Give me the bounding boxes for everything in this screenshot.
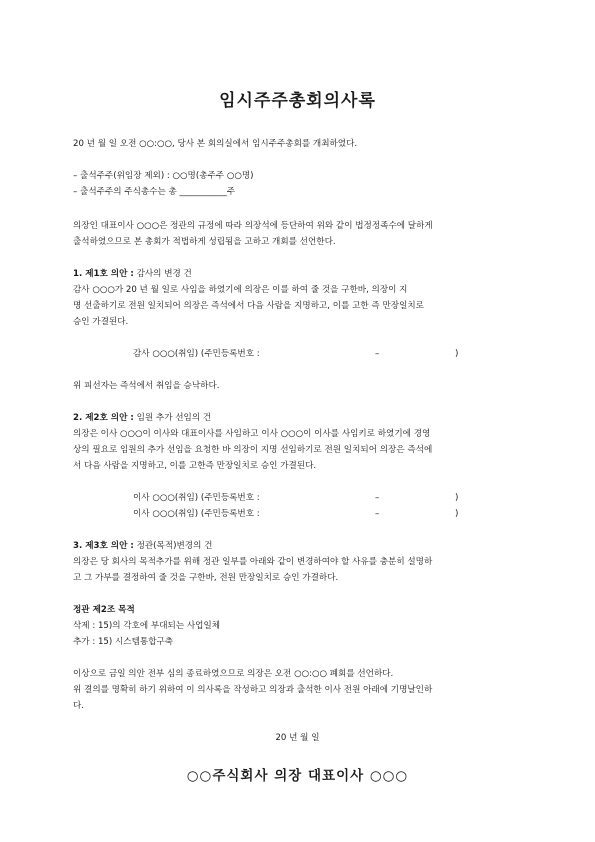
agenda3-heading xyxy=(73,540,533,552)
agenda1-heading-number: 1. 제1호 의안 : xyxy=(73,269,134,279)
appointee-label: 이사 ○○○(취임) (주민등록번호 : xyxy=(133,493,260,503)
conclusion-line-1: 이상으로 금일 의안 전부 심의 종료하였으므로 의장은 오전 ○○:○○ 폐회를 선언하다. xyxy=(73,669,394,679)
agenda2-body-line-3: 서 다음 사람을 지명하고, 이를 고한즉 만장일치로 승인 가결된다. xyxy=(73,461,317,471)
appointee-dash: – xyxy=(375,349,380,359)
opening-line-2: 출석하였으므로 본 총회가 적법하게 성립됨을 고하고 개회를 선언한다. xyxy=(73,237,336,247)
agenda1-heading-title: 감사의 변경 건 xyxy=(133,269,192,279)
agenda1-body-line-2: 명 선출하기로 전원 일치되어 의장은 즉석에서 다음 사람을 지명하고, 이를 고한 즉 만장일치로 xyxy=(73,301,424,311)
date-line: 20 년 월 일 xyxy=(275,733,320,743)
agenda1-body-line-3: 승인 가결된다. xyxy=(73,317,129,327)
article-heading: 정관 제2조 목적 xyxy=(73,605,135,615)
appointee-close: ) xyxy=(455,493,459,503)
appointee-dash: – xyxy=(375,509,380,519)
agenda2-heading-number: 2. 제2호 의안 : xyxy=(73,413,134,423)
appointee-dash: – xyxy=(375,493,380,503)
agenda1-appointee xyxy=(133,348,593,360)
appointee-label: 이사 ○○○(취임) (주민등록번호 : xyxy=(133,509,260,519)
agenda3-heading-number: 3. 제3호 의안 : xyxy=(73,541,134,551)
agenda2-body-line-1: 의장은 이사 ○○○이 이사와 대표이사를 사임하고 이사 ○○○이 이사를 사임키로 하였기에 경영 xyxy=(73,429,431,439)
appointee-close: ) xyxy=(455,349,459,359)
intro-line: 20 년 월 일 오전 ○○:○○, 당사 본 회의실에서 임시주주총회를 개최하였다. xyxy=(73,139,358,149)
conclusion-line-3: 다. xyxy=(73,701,85,711)
article-change-delete: 삭제 : 15)의 각호에 부대되는 사업일체 xyxy=(73,621,221,631)
agenda2-appointee-2 xyxy=(133,508,593,520)
agenda3-body-line-2: 고 그 가부를 결정하여 줄 것을 구한바, 전원 만장일치로 승인 가결하다. xyxy=(73,573,339,583)
agenda2-appointee-1 xyxy=(133,492,593,504)
attendance-line-2: – 출석주주의 주식총수는 총 ___________주 xyxy=(73,187,236,197)
attendance-line-1: – 출석주주(위임장 제외) : ○○명(총주주 ○○명) xyxy=(73,171,254,181)
agenda2-heading-title: 임원 추가 선임의 건 xyxy=(133,413,212,423)
agenda2-heading xyxy=(73,412,533,424)
agenda3-heading-title: 정관(목적)변경의 건 xyxy=(133,541,213,551)
agenda1-note: 위 피선자는 즉석에서 취임을 승낙하다. xyxy=(73,381,220,391)
article-change-add: 추가 : 15) 시스템통합구축 xyxy=(73,637,174,647)
document-title: 임시주주총회의사록 xyxy=(219,91,376,111)
agenda1-body-line-1: 감사 ○○○가 20 년 월 일로 사임을 하였기에 의장은 이를 하여 줄 것을 구한바, 의장이 지 xyxy=(73,285,408,295)
conclusion-line-2: 위 결의를 명확히 하기 위하여 이 의사록을 작성하고 의장과 출석한 이사 전원 아래에 기명날인하 xyxy=(73,685,433,695)
agenda2-body-line-2: 상의 필요로 임원의 추가 선임을 요청한 바 의장이 지명 선임하기로 전원 일치되어 의장은 즉석에 xyxy=(73,445,433,455)
agenda1-heading xyxy=(73,268,533,280)
appointee-label: 감사 ○○○(취임) (주민등록번호 : xyxy=(133,349,260,359)
opening-line-1: 의장인 대표이사 ○○○은 정관의 규정에 따라 의장석에 등단하여 위와 같이 법정정족수에 달하게 xyxy=(73,221,433,231)
appointee-close: ) xyxy=(455,509,459,519)
signature-line: ○○주식회사 의장 대표이사 ○○○ xyxy=(186,768,409,784)
agenda3-body-line-1: 의장은 당 회사의 목적추가를 위해 정관 일부를 아래와 같이 변경하여야 할 사유를 충분히 설명하 xyxy=(73,557,433,567)
